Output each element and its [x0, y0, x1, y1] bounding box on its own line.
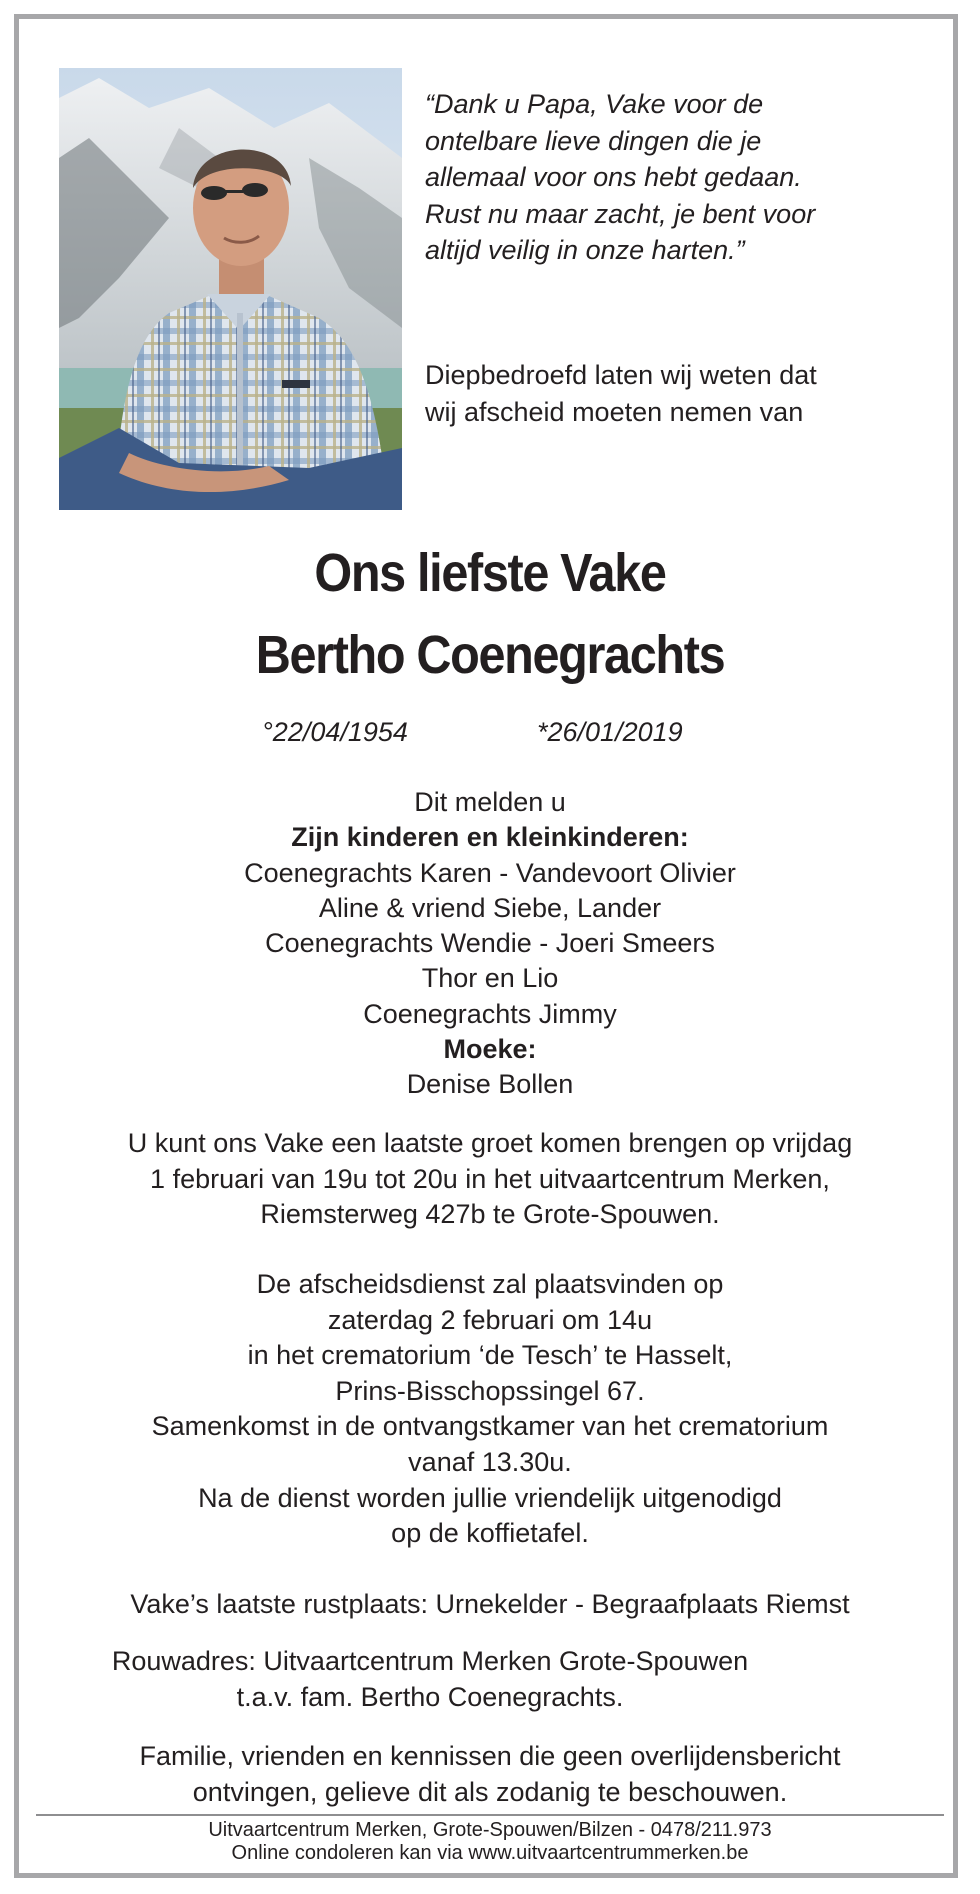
deceased-name: Bertho Coenegrachts [255, 625, 725, 685]
service-line: De afscheidsdienst zal plaatsvinden op [256, 1269, 724, 1299]
quote-line: ontelbare lieve dingen die je [425, 125, 762, 156]
footer-divider [36, 1814, 944, 1816]
intro-line: Diepbedroefd laten wij weten dat [425, 360, 817, 390]
footer-condolence: Online condoleren kan via www.uitvaartcentrummerken.be [231, 1842, 749, 1864]
children-heading: Zijn kinderen en kleinkinderen: [291, 822, 689, 853]
quote-line: “Dank u Papa, Vake voor de [425, 89, 764, 119]
quote-line: altijd veilig in onze harten.” [425, 235, 745, 265]
resting-place: Vake’s laatste rustplaats: Urnekelder - Begraafplaats Riemst [130, 1589, 850, 1619]
child-line: Coenegrachts Wendie - Joeri Smeers [265, 928, 715, 959]
announcement-block [0, 785, 980, 1103]
service-line: vanaf 13.30u. [408, 1446, 572, 1477]
title-line-1: Ons liefste Vake [314, 543, 666, 603]
service-line: Prins-Bisschopssingel 67. [335, 1375, 645, 1406]
footer-contact: Uitvaartcentrum Merken, Grote-Spouwen/Bilzen - 0478/211.973 [208, 1819, 772, 1841]
mother-heading: Moeke: [443, 1034, 537, 1065]
deceased-title [49, 532, 931, 696]
service-line: Na de dienst worden jullie vriendelijk uitgenodigd [198, 1482, 782, 1513]
family-note-line-2: ontvingen, gelieve dit als zodanig te beschouwen. [192, 1777, 788, 1807]
mother-name: Denise Bollen [406, 1069, 574, 1100]
visitation-line: 1 februari van 19u tot 20u in het uitvaartcentrum Merken, [150, 1163, 830, 1194]
quote-line: Rust nu maar zacht, je bent voor [425, 198, 816, 229]
service-line: zaterdag 2 februari om 14u [327, 1304, 653, 1335]
quote-block [425, 86, 925, 269]
child-line: Coenegrachts Karen - Vandevoort Olivier [244, 857, 736, 888]
intro-line: wij afscheid moeten nemen van [425, 396, 804, 427]
visitation-line: U kunt ons Vake een laatste groet komen brengen op vrijdag [127, 1128, 853, 1158]
mourning-address [60, 1643, 800, 1715]
service-line: op de koffietafel. [391, 1518, 589, 1549]
birth-date: °22/04/1954 [262, 717, 408, 747]
mourning-address-line-2: t.a.v. fam. Bertho Coenegrachts. [236, 1682, 624, 1712]
visitation-block [0, 1126, 980, 1233]
child-line: Coenegrachts Jimmy [363, 998, 617, 1029]
intro-block [425, 357, 925, 430]
family-note [0, 1738, 980, 1810]
death-date: *26/01/2019 [537, 717, 683, 747]
service-line: Samenkomst in de ontvangstkamer van het crematorium [151, 1411, 829, 1442]
service-line: in het crematorium ‘de Tesch’ te Hasselt, [247, 1340, 733, 1371]
mourning-address-line-1: Rouwadres: Uitvaartcentrum Merken Grote-Spouwen [111, 1646, 749, 1676]
child-line: Aline & vriend Siebe, Lander [318, 892, 662, 923]
announcement-intro: Dit melden u [414, 787, 566, 817]
quote-line: allemaal voor ons hebt gedaan. [425, 162, 802, 192]
family-note-line-1: Familie, vrienden en kennissen die geen overlijdensbericht [139, 1741, 841, 1771]
portrait-photo [59, 68, 402, 510]
service-block [0, 1267, 980, 1552]
child-line: Thor en Lio [421, 963, 559, 994]
visitation-line: Riemsterweg 427b te Grote-Spouwen. [260, 1199, 720, 1229]
footer [0, 1819, 980, 1865]
